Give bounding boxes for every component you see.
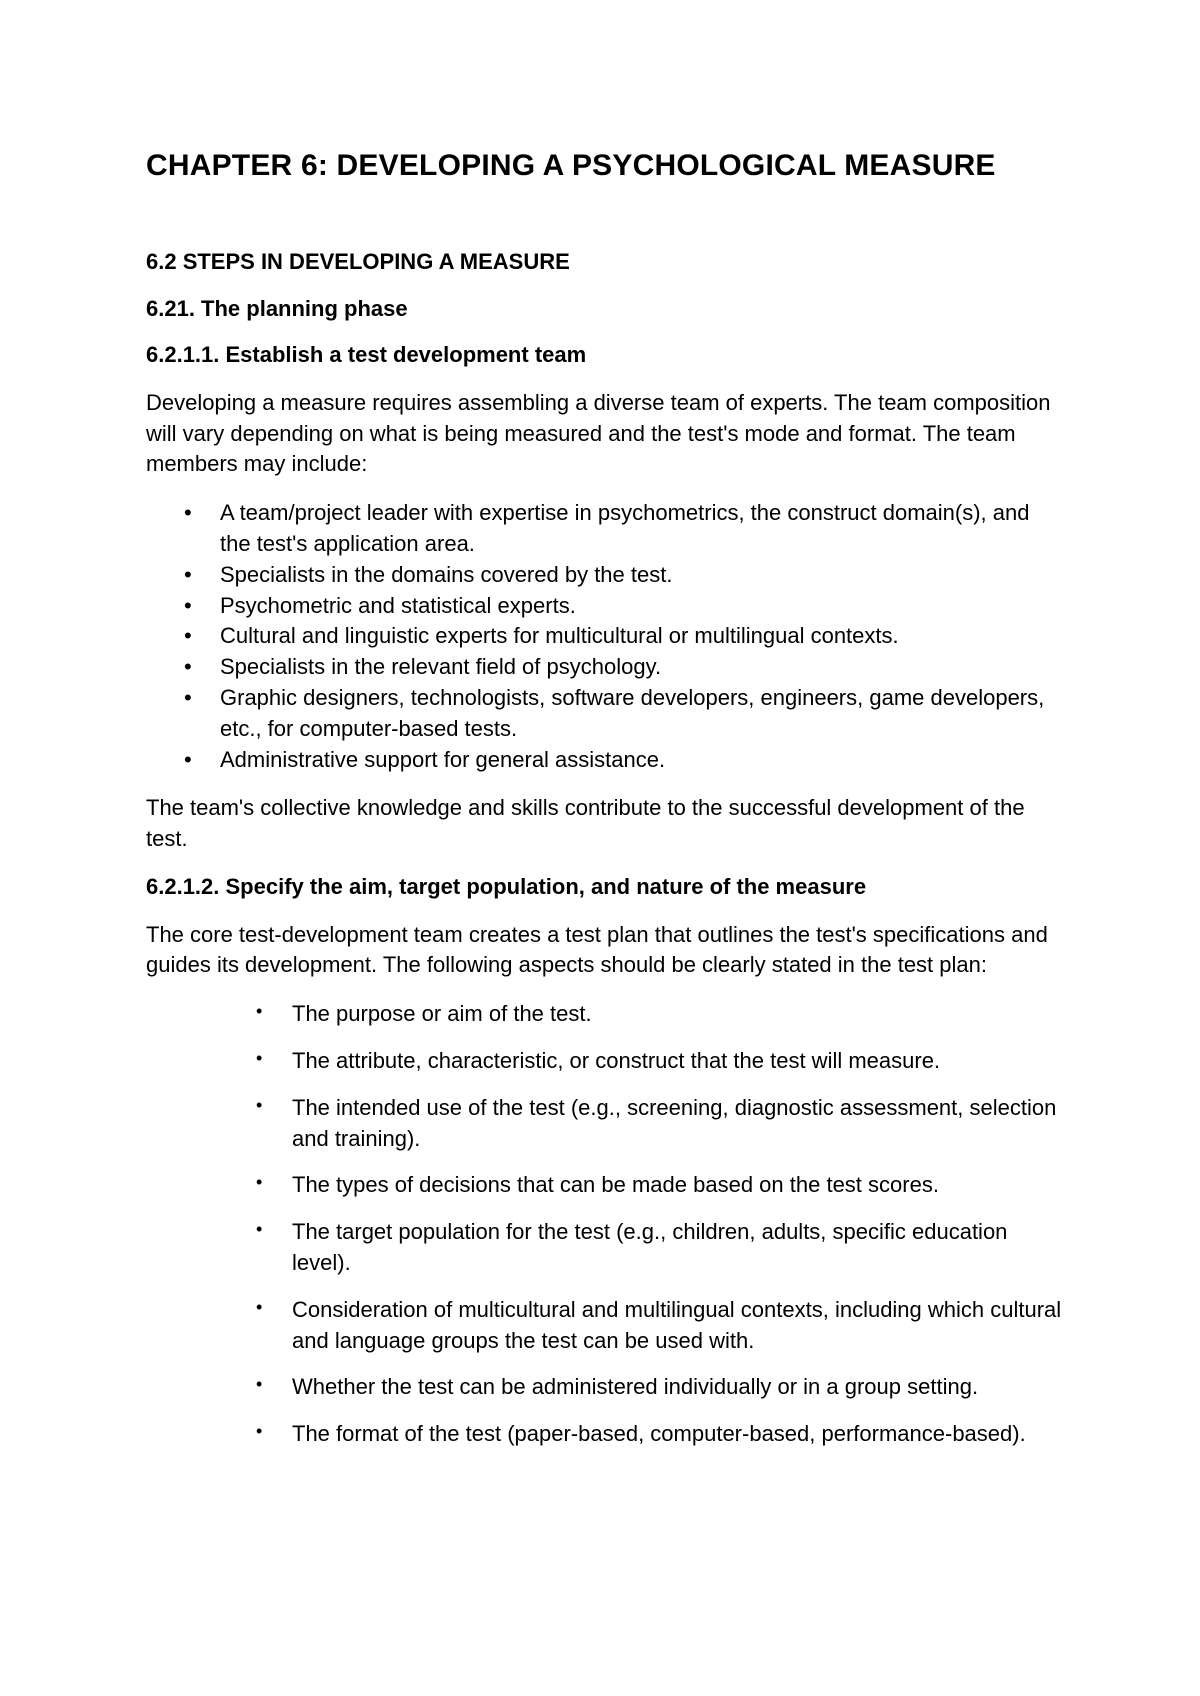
list-item: • The intended use of the test (e.g., screening, diagnostic assessment, selection and training). xyxy=(292,1093,1066,1155)
part1-heading: 6.2.1.1. Establish a test development team xyxy=(146,342,587,368)
document-content xyxy=(146,148,1066,1468)
list-item: • The target population for the test (e.g., children, adults, specific education level). xyxy=(292,1217,1066,1279)
part1-closing: The team's collective knowledge and skills contribute to the successful development of the test. xyxy=(146,795,1025,852)
team-members-list xyxy=(146,498,1066,775)
list-item: • A team/project leader with expertise in psychometrics, the construct domain(s), and the test's application area. xyxy=(220,498,1066,560)
test-plan-list xyxy=(146,999,1066,1450)
list-item: • Administrative support for general assistance. xyxy=(220,745,1066,776)
list-item: • The attribute, characteristic, or construct that the test will measure. xyxy=(292,1046,1066,1077)
part1-intro: Developing a measure requires assembling a diverse team of experts. The team composition will vary depending on what is being measured and the test's mode and format. The team members may include: xyxy=(146,389,1051,477)
list-item: • Graphic designers, technologists, software developers, engineers, game developers, etc., for computer-based tests. xyxy=(220,683,1066,745)
list-item: • The purpose or aim of the test. xyxy=(292,999,1066,1030)
list-item: • Specialists in the relevant field of psychology. xyxy=(220,652,1066,683)
list-item: • Whether the test can be administered individually or in a group setting. xyxy=(292,1372,1066,1403)
part2-intro: The core test-development team creates a test plan that outlines the test's specifications and guides its development. The following aspects should be clearly stated in the test plan: xyxy=(146,921,1048,978)
section-heading: 6.2 STEPS IN DEVELOPING A MEASURE xyxy=(146,249,570,274)
list-item: • Specialists in the domains covered by the test. xyxy=(220,560,1066,591)
subsection-heading: 6.21. The planning phase xyxy=(146,295,408,321)
list-item: • The types of decisions that can be made based on the test scores. xyxy=(292,1170,1066,1201)
chapter-title: CHAPTER 6: DEVELOPING A PSYCHOLOGICAL MEASURE xyxy=(146,149,996,182)
list-item: • Psychometric and statistical experts. xyxy=(220,591,1066,622)
list-item: • Consideration of multicultural and multilingual contexts, including which cultural and language groups the test can be used with. xyxy=(292,1295,1066,1357)
list-item: • The format of the test (paper-based, computer-based, performance-based). xyxy=(292,1419,1066,1450)
list-item: • Cultural and linguistic experts for multicultural or multilingual contexts. xyxy=(220,621,1066,652)
part2-heading: 6.2.1.2. Specify the aim, target population, and nature of the measure xyxy=(146,873,867,899)
